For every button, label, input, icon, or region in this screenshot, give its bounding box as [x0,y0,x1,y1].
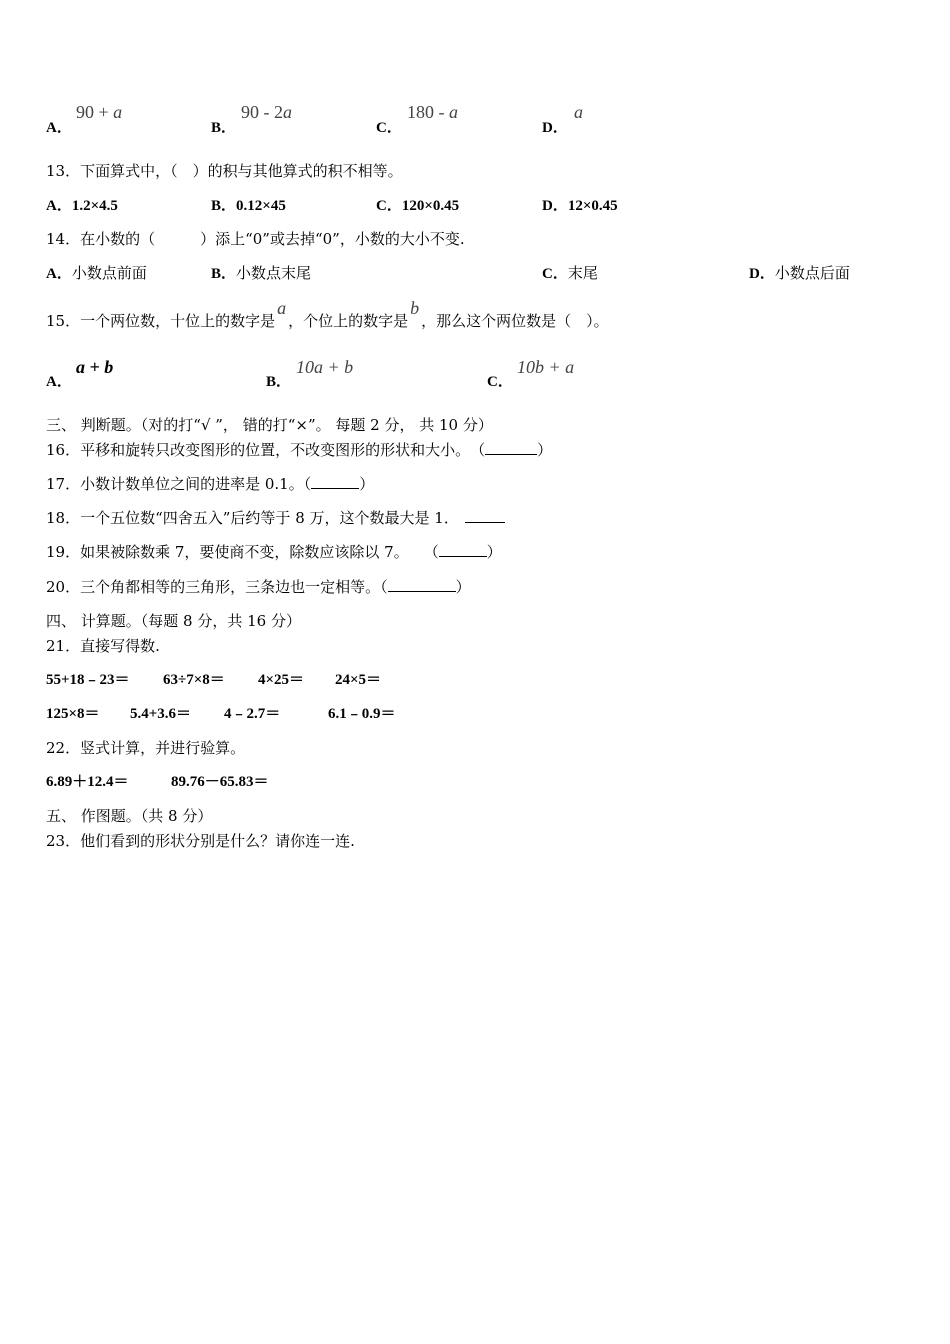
answer-blank[interactable] [465,508,505,523]
option-letter: D． [749,266,775,282]
option-text: 1.2×4.5 [71,198,118,214]
option-letter: B． [211,120,237,136]
option-expression: 10a + b [296,357,354,377]
option-letter: A． [46,120,72,136]
option-letter: C． [376,198,402,214]
option-letter: B． [211,198,237,214]
expr-variable: a [283,102,292,122]
q21-stem: 21．直接写得数. [46,637,160,655]
q13-option-b [211,196,286,216]
expr-prefix: 90 - 2 [241,102,283,122]
option-expression [407,102,458,122]
option-expression [241,102,292,122]
q15-stem [46,298,609,331]
option-letter: C． [542,266,568,282]
q13-option-c [376,196,459,216]
option-text: 0.12×45 [236,198,286,214]
q20 [46,577,471,597]
calc-item: 4×25＝ [258,672,305,688]
option-letter: B． [211,266,237,282]
section5-heading: 五、 作图题。（共 8 分） [46,807,213,825]
item-tail: ） [455,578,471,596]
answer-blank[interactable] [388,577,456,592]
option-letter: A． [46,374,72,390]
option-letter: D． [542,120,568,136]
option-expression [76,102,122,122]
stem-part: ，个位上的数字是 [288,312,409,330]
calc-item: 125×8＝ [46,706,100,722]
calc-item: 24×5＝ [335,672,382,688]
var-b [410,298,419,318]
option-letter: A． [46,266,72,282]
calc-item: 4﹣2.7＝ [224,706,281,722]
calc-item: 5.4+3.6＝ [130,706,192,722]
calc-item: 55+18﹣23＝ [46,672,130,688]
option-expression: a + b [76,357,114,377]
q14-option-c [542,263,598,284]
option-letter: A． [46,198,72,214]
expr-prefix: 180 - [407,102,449,122]
option-expression [574,102,583,122]
calc-item: 6.89＋12.4＝ [46,774,129,790]
item-text: 17．小数计数单位之间的进率是 0.1。（ [46,475,312,493]
option-text: 小数点前面 [71,264,147,282]
calc-item: 89.76－65.83＝ [171,774,269,790]
answer-blank[interactable] [439,542,487,557]
q17 [46,474,374,494]
q14-option-d [749,263,850,284]
item-text: 16．平移和旋转只改变图形的位置，不改变图形的形状和大小。 （ [46,441,486,459]
section3-heading: 三、 判断题。（对的打“√ ”， 错的打“×”。 每题 2 分， 共 10 分） [46,416,493,434]
stem-part: ，那么这个两位数是（ ）。 [421,312,609,330]
variable: a [277,298,287,318]
item-text: 20．三个角都相等的三角形，三条边也一定相等。（ [46,578,388,596]
q14-option-b [211,263,311,284]
option-expression: 10b + a [517,357,575,377]
item-tail: ） [486,543,502,561]
option-letter: B． [266,374,292,390]
item-tail: ） [537,441,553,459]
option-text: 末尾 [567,264,598,282]
option-text: 小数点末尾 [236,264,312,282]
item-text: 18．一个五位数“四舍五入”后约等于 8 万，这个数最大是 1． [46,509,459,527]
item-text: 19．如果被除数乘 7，要使商不变，除数应该除以 7。 （ [46,543,439,561]
calc-item: 63÷7×8＝ [163,672,225,688]
expr-variable: a [449,102,458,122]
q14-option-a [46,263,147,284]
answer-blank[interactable] [311,474,359,489]
q19 [46,542,502,562]
option-letter: C． [376,120,402,136]
option-text: 小数点后面 [774,264,850,282]
q14-stem: 14．在小数的（ ）添上“0”或去掉“0”，小数的大小不变. [46,230,465,248]
var-a [277,298,286,318]
answer-blank[interactable] [485,440,537,455]
q22-stem: 22．竖式计算，并进行验算。 [46,739,246,757]
q13-stem: 13．下面算式中，（ ）的积与其他算式的积不相等。 [46,162,403,180]
option-letter: D． [542,198,568,214]
q16 [46,440,552,460]
expr-variable: a [574,102,583,122]
expr-prefix: 90 + [76,102,114,122]
expr-variable: a [113,102,123,122]
section4-heading: 四、 计算题。（每题 8 分，共 16 分） [46,612,301,630]
q18 [46,508,505,528]
option-letter: C． [487,374,513,390]
q13-option-a [46,196,118,216]
option-text: 12×0.45 [567,198,618,214]
variable: b [410,298,420,318]
stem-part: 15．一个两位数，十位上的数字是 [46,312,276,330]
option-text: 120×0.45 [401,198,460,214]
calc-item: 6.1﹣0.9＝ [328,706,396,722]
q13-option-d [542,196,618,216]
q23-stem: 23．他们看到的形状分别是什么？请你连一连. [46,832,355,850]
item-tail: ） [359,475,375,493]
